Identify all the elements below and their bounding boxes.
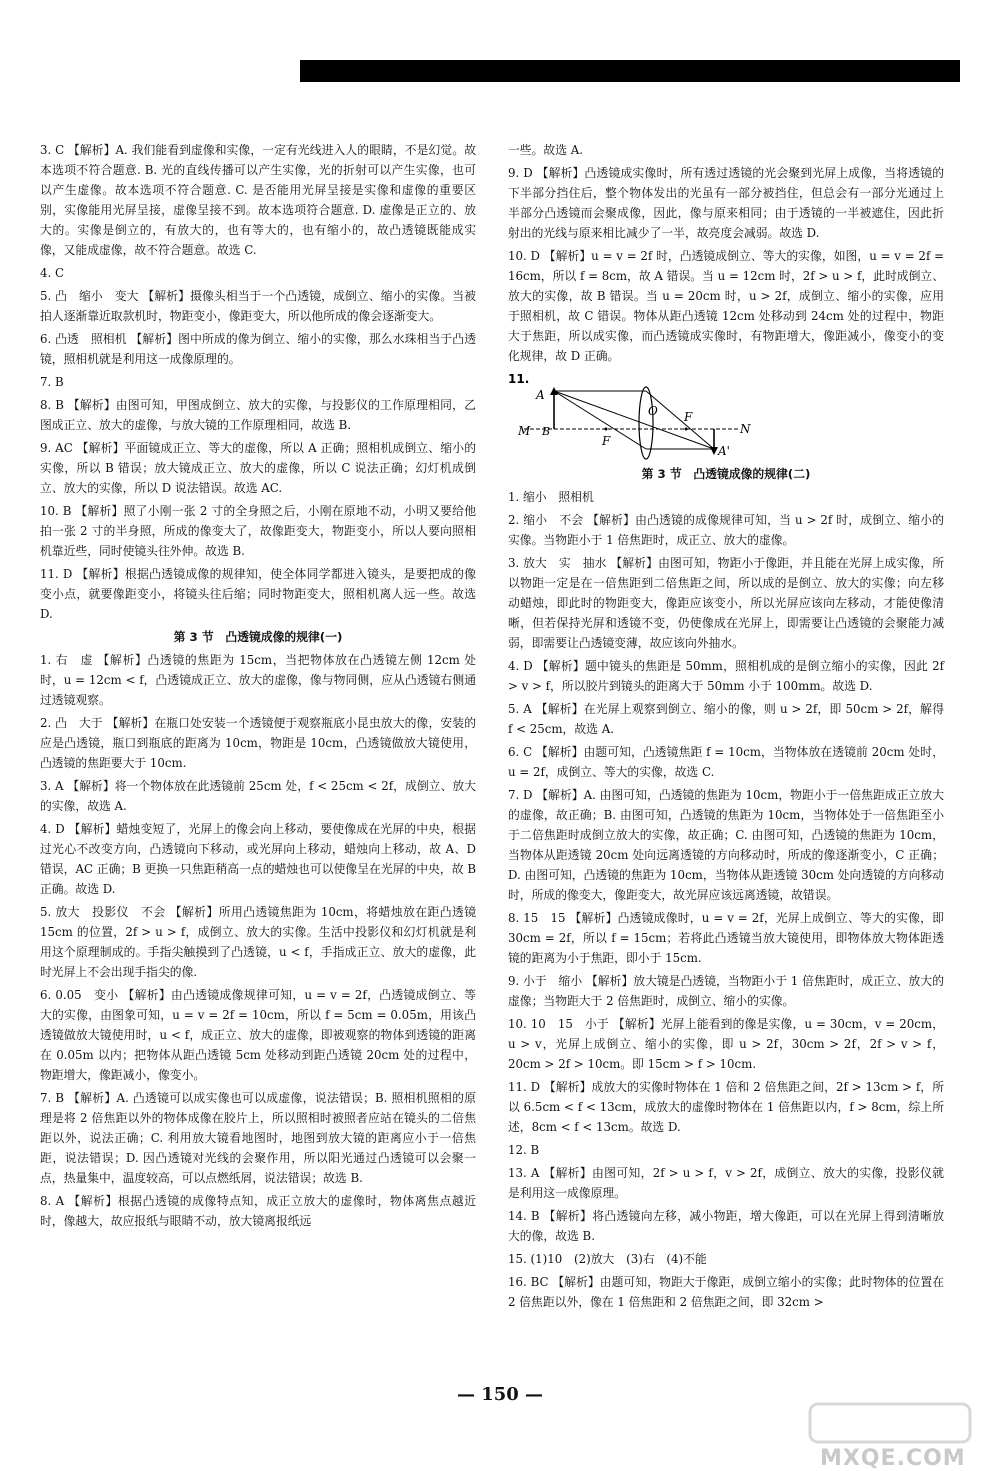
- answer-item: 7. B: [40, 375, 64, 389]
- answer-item: 4. C: [40, 266, 65, 280]
- answer-item: 6. C 【解析】由题可知，凸透镜焦距 f = 10cm，当物体放在透镜前 20cm 处时，u = 2f，成倒立、等大的实像，故选 C.: [508, 745, 944, 779]
- answer-item: 9. 小于 缩小 【解析】放大镜是凸透镜，当物距小于 1 倍焦距时，成正立、放大的虚像；当物距大于 2 倍焦距时，成倒立、缩小的实像。: [508, 974, 944, 1008]
- section-heading: 第 3 节 凸透镜成像的规律(二): [641, 467, 811, 481]
- label-N: N: [740, 422, 751, 436]
- label-A: A: [536, 388, 545, 402]
- label-M: M: [518, 424, 531, 438]
- header-black-bar: [300, 60, 960, 82]
- answer-item: 一些。故选 A.: [508, 143, 584, 157]
- answer-item: 7. B 【解析】A. 凸透镜可以成实像也可以成虚像，说法错误；B. 照相机照相的原理是将 2 倍焦距以外的物体成像在胶片上，所以照相时被照者应站在镜头的二倍焦距以外，说法正确；C. 利用放大镜看地图时，地图到放大镜的距离应小于一倍焦距，说法错误；D. 因凸透镜对光线的会聚作用，所以阳光通过凸透镜可以会聚一点，热量集中，温度较高，可以点燃纸屑，说法错误；故选 B.: [40, 1091, 476, 1185]
- answer-item: 8. A 【解析】根据凸透镜的成像特点知，成正立放大的虚像时，物体离焦点越近时，像越大，故应报纸与眼睛不动，放大镜离报纸远: [40, 1194, 476, 1228]
- answer-item: 10. B 【解析】照了小刚一张 2 寸的全身照之后，小刚在原地不动，小明又要给他拍一张 2 寸的半身照，所成的像变大了，故像距变大，物距变小，所以人要向照相机靠近些，同时使镜头往外伸。故选 B.: [40, 504, 476, 558]
- answer-item: 4. D 【解析】蜡烛变短了，光屏上的像会向上移动，要使像成在光屏的中央，根据过光心不改变方向，凸透镜向下移动，或光屏向上移动，蜡烛向上移动，故 A、D 错误，AC 正确；B 更换一只焦距稍高一点的蜡烛也可以使像呈在光屏的中央，故 B 正确。故选 D.: [40, 822, 476, 896]
- answer-item: 5. 放大 投影仪 不会 【解析】所用凸透镜焦距为 10cm，将蜡烛放在距凸透镜 15cm 的位置，2f > u > f，成倒立、放大的实像。生活中投影仪和幻灯机就是利用这个原理制成的。手指尖触摸到了凸透镜，u < f，手指成正立、放大的虚像，此时光屏上不会出现手指尖的像.: [40, 905, 476, 979]
- answer-item: 14. B 【解析】将凸透镜向左移，减小物距，增大像距，可以在光屏上得到清晰放大的像，故选 B.: [508, 1209, 944, 1243]
- page-number: — 150 —: [456, 1384, 544, 1405]
- answer-item: 13. A 【解析】由图可知，2f > u > f，v > 2f，成倒立、放大的实像，投影仪就是利用这一成像原理。: [508, 1166, 944, 1200]
- section-heading: 第 3 节 凸透镜成像的规律(一): [173, 630, 343, 644]
- answer-item: 3. A 【解析】将一个物体放在此透镜前 25cm 处，f < 25cm < 2f，成倒立、放大的实像，故选 A.: [40, 779, 476, 813]
- answer-item: 5. A 【解析】在光屏上观察到倒立、缩小的像，则 u > 2f，即 50cm > 2f，解得 f < 25cm，故选 A.: [508, 702, 944, 736]
- answer-item: 1. 缩小 照相机: [508, 490, 594, 504]
- answer-item: 6. 凸透 照相机 【解析】图中所成的像为倒立、缩小的实像，那么水珠相当于凸透镜，照相机就是利用这一成像原理的。: [40, 332, 476, 366]
- answer-item: 5. 凸 缩小 变大 【解析】摄像头相当于一个凸透镜，成倒立、缩小的实像。当被拍人逐渐靠近取款机时，物距变小，像距变大，所以他所成的像会逐渐变大。: [40, 289, 476, 323]
- answer-item: 10. 10 15 小于 【解析】光屏上能看到的像是实像，u = 30cm，v = 20cm，u > v，光屏上成倒立、缩小的实像，即 u > 2f，30cm > 2f，2f > v > f，20cm > 2f > 10cm。即 15cm > f > 10cm.: [508, 1017, 944, 1071]
- ray-refracted-1: [646, 391, 714, 449]
- answer-item: 10. D 【解析】u = v = 2f 时，凸透镜成倒立、等大的实像，如图，u = v = 2f = 16cm，所以 f = 8cm，故 A 错误。当 u = 12cm 时，2f > u > f，此时成倒立、放大的实像，故 B 错误。当 u = 20cm 时，u > 2f，成倒立、缩小的实像，应用于照相机，故 C 错误。物体从距凸透镜 12cm 处移动到 24cm 处的过程中，物距大于焦距，所以成实像，而凸透镜成实像时，有物距增大，像距减小，像变小的变化规律，故 D 正确。: [508, 249, 944, 363]
- label-F-left: F: [602, 434, 611, 448]
- answer-item: 4. D 【解析】题中镜头的焦距是 50mm，照相机成的是倒立缩小的实像，因此 2f > v > f，所以胶片到镜头的距离大于 50mm 小于 100mm。故选 D.: [508, 659, 944, 693]
- answer-item: 8. B 【解析】由图可知，甲图成倒立、放大的实像，与投影仪的工作原理相同，乙图成正立、放大的虚像，与放大镜的工作原理相同，故选 B.: [40, 398, 476, 432]
- diagram-number: 11.: [508, 372, 530, 386]
- watermark-text: MXQE.COM: [820, 1446, 966, 1471]
- answer-item: 6. 0.05 变小 【解析】由凸透镜成像规律可知，u = v = 2f，凸透镜成倒立、等大的实像，由图象可知，u = v = 2f = 10cm，所以 f = 5cm = 0.05m，用该凸透镜做放大镜使用时，u < f，成正立、放大的虚像，即被观察的物体到透镜的距离在 0.05m 以内；把物体从距凸透镜 5cm 处移动到距凸透镜 20cm 处的过程中，物距增大，像距减小，像变小。: [40, 988, 476, 1082]
- answer-item: 11. D 【解析】成放大的实像时物体在 1 倍和 2 倍焦距之间，2f > 13cm > f，所以 6.5cm < f < 13cm，成放大的虚像时物体在 1 倍焦距以内，f > 8cm，综上所述，8cm < f < 13cm。故选 D.: [508, 1080, 944, 1134]
- answer-item: 9. AC 【解析】平面镜成正立、等大的虚像，所以 A 正确；照相机成倒立、缩小的实像，所以 B 错误；放大镜成正立、放大的虚像，所以 C 说法正确；幻灯机成倒立、放大的实像，所以 D 说法错误。故选 AC.: [40, 441, 476, 495]
- answer-item: 3. C 【解析】A. 我们能看到虚像和实像，一定有光线进入人的眼睛，不是幻觉。故本选项不符合题意. B. 光的直线传播可以产生实像，光的折射可以产生实像，也可以产生虚像。故本选项不符合题意. C. 是否能用光屏呈接是实像和虚像的重要区别，实像能用光屏呈接，虚像呈接不到。故本选项符合题意. D. 虚像是正立的、放大的。实像是倒立的，有放大的，也有等大的，也有缩小的，故凸透镜既能成实像，又能成虚像，故不符合题意。故选 C.: [40, 143, 476, 257]
- answer-item: 8. 15 15 【解析】凸透镜成像时，u = v = 2f，光屏上成倒立、等大的实像，即 30cm = 2f，所以 f = 15cm；若将此凸透镜当放大镜使用，即物体放大物体距透镜的距离为小于焦距，即小于 15cm.: [508, 911, 944, 965]
- left-column: [40, 140, 476, 1234]
- right-column: [508, 140, 944, 1315]
- answer-item: 1. 右 虚 【解析】凸透镜的焦距为 15cm，当把物体放在凸透镜左侧 12cm 处时，u = 12cm < f，凸透镜成正立、放大的虚像，像与物同侧，应从凸透镜右侧通过透镜观察。: [40, 653, 476, 707]
- answer-item: 12. B: [508, 1143, 540, 1157]
- focus-right: [685, 428, 688, 431]
- label-F-right: F: [684, 410, 693, 424]
- ray-focus: [554, 391, 646, 449]
- label-O: O: [648, 404, 658, 418]
- lens-ray-diagram: [508, 369, 944, 461]
- answer-item: 11. D 【解析】根据凸透镜成像的规律知，使全体同学都进入镜头，是要把成的像变小点，就要像距变小，将镜头往后缩；同时物距变大，照相机离人远一些。故选 D.: [40, 567, 476, 621]
- answer-item: 2. 凸 大于 【解析】在瓶口处安装一个透镜便于观察瓶底小昆虫放大的像，安装的应是凸透镜，瓶口到瓶底的距离为 10cm，物距是 10cm，凸透镜做放大镜使用，凸透镜的焦距要大于 10cm.: [40, 716, 476, 770]
- answer-item: 16. BC 【解析】由题可知，物距大于像距，成倒立缩小的实像；此时物体的位置在 2 倍焦距以外，像在 1 倍焦距和 2 倍焦距之间，即 32cm >: [508, 1275, 944, 1309]
- image-arrowhead: [710, 447, 718, 455]
- answer-item: 7. D 【解析】A. 由图可知，凸透镜的焦距为 10cm，物距小于一倍焦距成正立放大的虚像，故正确；B. 由图可知，凸透镜的焦距为 10cm，当物体处于一倍焦距至小于二倍焦距时成倒立放大的实像，故正确；C. 由图可知，凸透镜的焦距为 10cm，当物体从距透镜 20cm 处向远离透镜的方向移动时，所成的像逐渐变小，C 正确；D. 由图可知，凸透镜的焦距为 10cm，当物体从距透镜 30cm 处向透镜的方向移动时，所成的像变大，像距变大，故光屏应该远离透镜，故错误。: [508, 788, 944, 902]
- answer-item: 2. 缩小 不会 【解析】由凸透镜的成像规律可知，当 u > 2f 时，成倒立、缩小的实像。当物距小于 1 倍焦距时，成正立、放大的虚像。: [508, 513, 944, 547]
- answer-item: 9. D 【解析】凸透镜成实像时，所有透过透镜的光会聚到光屏上成像，当将透镜的下半部分挡住后，整个物体发出的光虽有一部分被挡住，但总会有一部分光通过上半部分凸透镜而会聚成像，因此，像与原来相同；由于透镜的一半被遮住，因此折射出的光线与原来相比减少了一半，故亮度会减弱。故选 D.: [508, 166, 944, 240]
- focus-left: [605, 428, 608, 431]
- ray-diagram-svg: [508, 369, 944, 461]
- answer-item: 15. (1)10 (2)放大 (3)右 (4)不能: [508, 1252, 707, 1266]
- label-B: B: [542, 425, 551, 438]
- answer-item: 3. 放大 实 抽水 【解析】由图可知，物距小于像距，并且能在光屏上成实像，所以物距一定是在一倍焦距到二倍焦距之间，所以成的是倒立、放大的实像；向左移动蜡烛，即此时的物距变大，像距应该变小，所以光屏应该向左移动，才能使像清晰，但若保持光屏和透镜不变，仍使像成在光屏上，即需要让凸透镜的会聚能力减弱，即需要让凸透镜变薄，故应该向外抽水。: [508, 556, 944, 650]
- label-A-prime: A': [718, 444, 730, 458]
